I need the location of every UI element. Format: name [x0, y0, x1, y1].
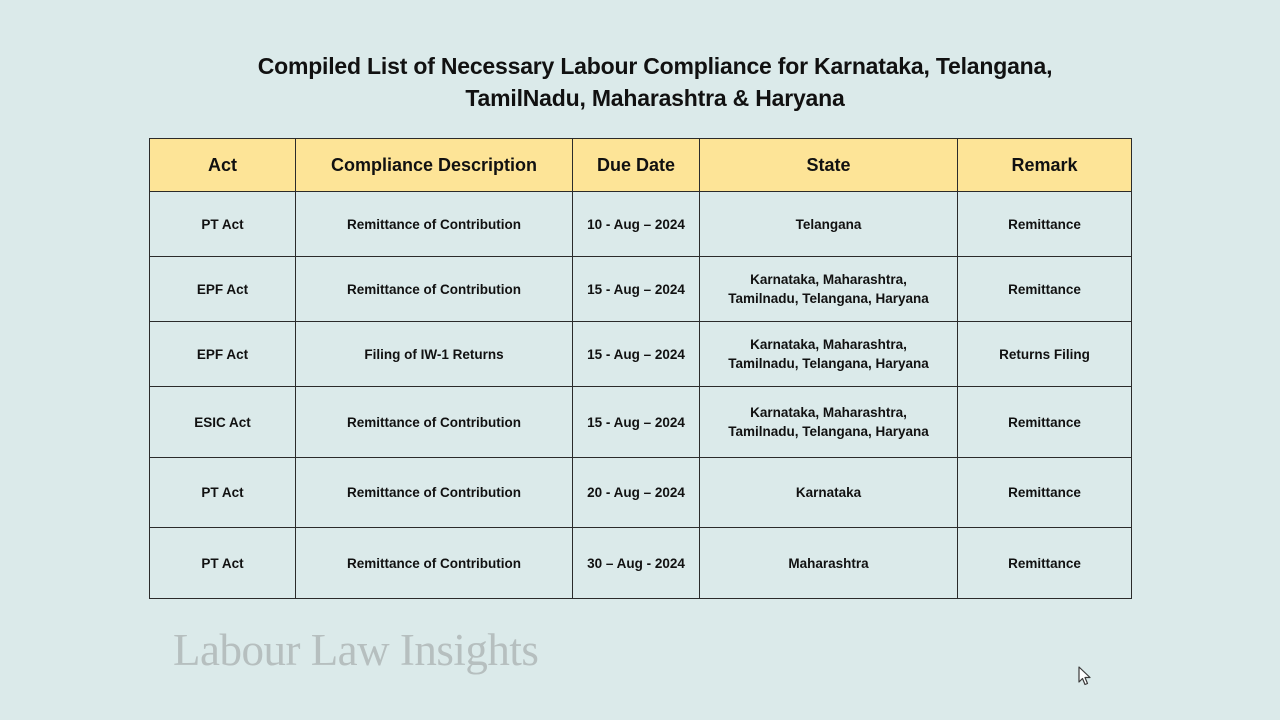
- state-line-2: Tamilnadu, Telangana, Haryana: [728, 424, 929, 439]
- cell-due-date: 15 - Aug – 2024: [573, 387, 700, 458]
- table-row: [150, 192, 1132, 257]
- page-title: [0, 50, 1280, 114]
- watermark-text: Labour Law Insights: [173, 625, 539, 675]
- table-row: [150, 387, 1132, 458]
- table-row: [150, 322, 1132, 387]
- cell-act: PT Act: [150, 192, 296, 257]
- cell-description: Remittance of Contribution: [296, 387, 573, 458]
- cell-due-date: 10 - Aug – 2024: [573, 192, 700, 257]
- table-header-row: [150, 139, 1132, 192]
- compliance-table: [149, 138, 1132, 599]
- cell-remark: Remittance: [958, 387, 1132, 458]
- mouse-pointer-icon: [1078, 666, 1092, 686]
- table-row: [150, 528, 1132, 599]
- cell-state: [700, 528, 958, 599]
- state-line-2: Tamilnadu, Telangana, Haryana: [728, 291, 929, 306]
- cell-remark: Remittance: [958, 458, 1132, 528]
- cell-state: [700, 458, 958, 528]
- header-due-date: Due Date: [573, 139, 700, 192]
- state-line-1: Maharashtra: [788, 555, 869, 571]
- header-description: Compliance Description: [296, 139, 573, 192]
- cell-act: PT Act: [150, 528, 296, 599]
- cell-description: Remittance of Contribution: [296, 257, 573, 322]
- cell-due-date: 20 - Aug – 2024: [573, 458, 700, 528]
- cell-state: [700, 322, 958, 387]
- cell-remark: Returns Filing: [958, 322, 1132, 387]
- header-act: Act: [150, 139, 296, 192]
- state-line-1: Karnataka: [795, 485, 862, 500]
- cell-act: ESIC Act: [150, 387, 296, 458]
- cell-description: Remittance of Contribution: [296, 458, 573, 528]
- state-line-1: Karnataka, Maharashtra,: [750, 405, 907, 420]
- cell-due-date: 30 – Aug - 2024: [573, 528, 700, 599]
- header-state: State: [700, 139, 958, 192]
- state-line-1: Telangana: [795, 216, 862, 232]
- cell-act: EPF Act: [150, 257, 296, 322]
- cell-act: EPF Act: [150, 322, 296, 387]
- state-line-1: Karnataka, Maharashtra,: [750, 272, 907, 287]
- cell-description: Remittance of Contribution: [296, 528, 573, 599]
- cell-description: Remittance of Contribution: [296, 192, 573, 257]
- table-row: [150, 458, 1132, 528]
- cell-remark: Remittance: [958, 192, 1132, 257]
- cell-due-date: 15 - Aug – 2024: [573, 257, 700, 322]
- cell-state: [700, 257, 958, 322]
- cell-description: Filing of IW-1 Returns: [296, 322, 573, 387]
- cell-act: PT Act: [150, 458, 296, 528]
- state-line-1: Karnataka, Maharashtra,: [750, 337, 907, 352]
- table-row: [150, 257, 1132, 322]
- cell-remark: Remittance: [958, 528, 1132, 599]
- cell-due-date: 15 - Aug – 2024: [573, 322, 700, 387]
- title-line-2: TamilNadu, Maharashtra & Haryana: [465, 85, 845, 111]
- cell-state: [700, 192, 958, 257]
- title-line-1: Compiled List of Necessary Labour Compliance for Karnataka, Telangana,: [257, 53, 1053, 79]
- state-line-2: Tamilnadu, Telangana, Haryana: [728, 356, 929, 371]
- cell-state: [700, 387, 958, 458]
- cell-remark: Remittance: [958, 257, 1132, 322]
- header-remark: Remark: [958, 139, 1132, 192]
